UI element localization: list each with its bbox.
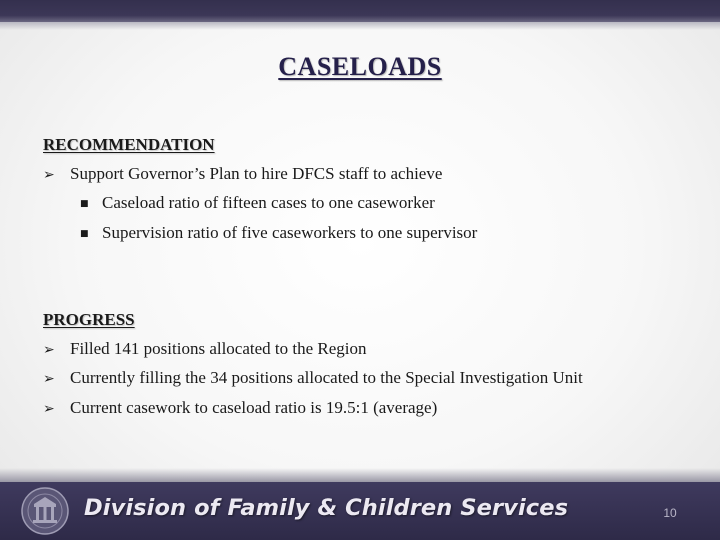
progress-item-text: Filled 141 positions allocated to the Region [70,338,367,358]
progress-item [43,394,703,424]
recommendation-item [43,160,703,190]
progress-item-text: Current casework to caseload ratio is 19.5:1 (average) [70,397,438,417]
recommendation-subitem [43,219,703,249]
top-banner [0,0,720,22]
page-number: 10 [663,506,677,520]
square-bullet-icon: ■ [80,228,89,239]
footer-banner [0,482,720,540]
arrow-bullet-icon: ➢ [43,371,55,387]
progress-heading: PROGRESS [43,310,135,329]
arrow-bullet-icon: ➢ [43,341,55,358]
progress-item [43,364,703,394]
recommendation-item-text: Support Governor’s Plan to hire DFCS staff to achieve [70,163,443,183]
recommendation-subitem [43,189,703,219]
recommendation-heading: RECOMMENDATION [43,135,215,154]
slide-title: CASELOADS [278,52,442,81]
progress-item-text: Currently filling the 34 positions allocated to the Special Investigation Unit [70,368,583,387]
arrow-bullet-icon: ➢ [43,400,55,417]
footer-shadow [0,468,720,482]
recommendation-subitem-text: Caseload ratio of fifteen cases to one caseworker [102,193,435,212]
organization-name: Division of Family & Children Services [84,495,569,521]
slide-content [43,131,703,423]
recommendation-subitem-text: Supervision ratio of five caseworkers to one supervisor [102,222,478,242]
state-seal-icon [20,486,70,536]
square-bullet-icon: ■ [80,199,89,209]
progress-item [43,335,703,365]
top-banner-shadow [0,22,720,30]
arrow-bullet-icon: ➢ [43,166,55,183]
